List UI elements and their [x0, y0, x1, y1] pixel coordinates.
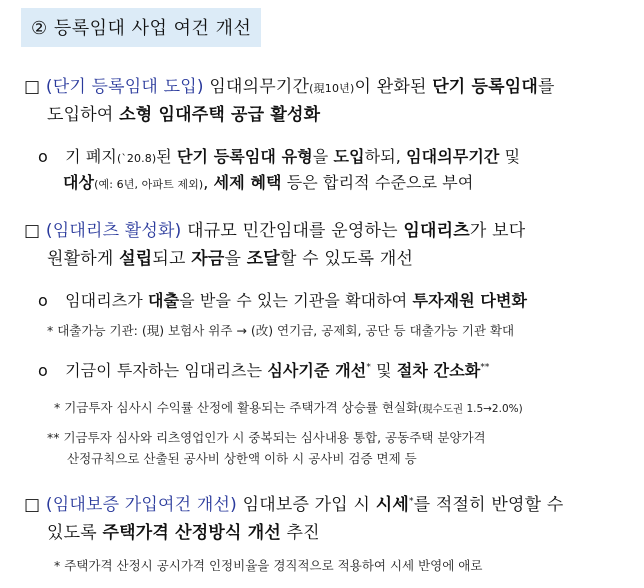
circle-bullet: o	[38, 361, 48, 380]
text: 를 적절히 반영할 수	[413, 495, 564, 515]
footnote-review-merge-line2	[67, 449, 417, 467]
bold-text: 단기 등록임대	[432, 77, 539, 97]
bold-text: 절차 간소화	[396, 361, 481, 380]
text: (現수도권 1.5→2.0%)	[418, 403, 523, 415]
text: 등은 합리적 수준으로 부여	[281, 173, 474, 192]
text: 임대의무기간	[203, 77, 310, 97]
square-bullet: □	[24, 495, 41, 515]
text: ** 기금투자 심사와 리츠영업인가 시 중복되는 심사내용 통합, 공동주택 분양가격	[47, 430, 486, 445]
text: 을	[224, 249, 247, 269]
paragraph-rental-short-term-line2	[47, 100, 320, 125]
topic-label: (단기 등록임대 도입)	[45, 77, 204, 97]
sub-item-loans	[38, 288, 527, 311]
topic-label: (임대보증 가입여건 개선)	[45, 495, 237, 515]
text: 있도록	[47, 523, 103, 543]
bold-text: 대상	[63, 173, 95, 192]
text: ,	[203, 173, 214, 192]
bold-text: 세제 혜택	[213, 173, 282, 192]
footnote-price-rate	[54, 398, 523, 416]
text: 를	[538, 77, 555, 97]
text: 도입하여	[47, 105, 120, 125]
text: (`20.8)	[116, 152, 157, 165]
footnote-market-price	[54, 556, 482, 574]
paragraph-rental-short-term	[24, 72, 555, 97]
bold-text: 주택가격 산정방식 개선	[102, 523, 281, 543]
sub-item-short-term	[38, 144, 520, 167]
bold-text: 대출	[148, 291, 180, 310]
bold-text: 투자재원 다변화	[412, 291, 528, 310]
text: 된	[156, 147, 177, 166]
sub-item-fund-review	[38, 358, 490, 381]
footnote-mark: **	[480, 362, 490, 373]
text: 추진	[280, 523, 320, 543]
square-bullet: □	[24, 77, 41, 97]
paragraph-rental-guarantee	[24, 490, 564, 515]
bold-text: 조달	[246, 249, 280, 269]
sub-item-short-term-line2	[63, 170, 473, 193]
circle-bullet: o	[38, 147, 48, 166]
text: * 대출가능 기관: (現) 보험사 위주 → (改) 연기금, 공제회, 공단 등 대출가능 기관 확대	[47, 323, 515, 338]
text: * 주택가격 산정시 공시가격 인정비율을 경직적으로 적용하여 시세 반영에 애로	[54, 558, 483, 573]
footnote-review-merge	[47, 428, 486, 446]
text: 되고	[152, 249, 192, 269]
bold-text: 단기 등록임대 유형	[176, 147, 313, 166]
text: 할 수 있도록 개선	[279, 249, 414, 269]
paragraph-rental-reits	[24, 216, 525, 241]
text: 임대보증 가입 시	[236, 495, 376, 515]
bold-text: 도입	[333, 147, 365, 166]
text: (예: 6년, 아파트 제외)	[94, 178, 204, 191]
bold-text: 심사기준 개선	[267, 361, 367, 380]
text: 가 보다	[469, 221, 526, 241]
footnote-loan-institutions	[47, 321, 514, 339]
bold-text: 설립	[119, 249, 153, 269]
text: 대규모 민간임대를 운영하는	[181, 221, 404, 241]
text: 기 폐지	[65, 147, 117, 166]
bold-text: 자금	[191, 249, 225, 269]
text: * 기금투자 심사시 수익률 산정에 활용되는 주택가격 상승률 현실화	[54, 400, 419, 415]
square-bullet: □	[24, 221, 41, 241]
paragraph-rental-reits-line2	[47, 244, 413, 269]
text: 기금이 투자하는 임대리츠는	[65, 361, 268, 380]
text: 이 완화된	[354, 77, 433, 97]
section-heading-text: ② 등록임대 사업 여건 개선	[31, 18, 252, 39]
footnote-mark: *	[409, 496, 414, 507]
bold-text: 임대의무기간	[406, 147, 500, 166]
bold-text: 소형 임대주택 공급 활성화	[119, 105, 321, 125]
paragraph-rental-guarantee-line2	[47, 518, 320, 543]
section-heading	[21, 8, 261, 47]
topic-label: (임대리츠 활성화)	[45, 221, 182, 241]
text: 을	[312, 147, 334, 166]
bold-text: 임대리츠	[403, 221, 470, 241]
text: 하되,	[364, 147, 407, 166]
text: 및	[370, 361, 397, 380]
footnote-mark: *	[366, 362, 371, 373]
text: 산정규칙으로 산출된 공사비 상한액 이하 시 공사비 검증 면제 등	[67, 451, 417, 466]
text: 및	[499, 147, 521, 166]
circle-bullet: o	[38, 291, 48, 310]
text: 을 받을 수 있는 기관을 확대하여	[179, 291, 413, 310]
text: 원활하게	[47, 249, 120, 269]
text: 임대리츠가	[65, 291, 149, 310]
text: (現10년)	[309, 82, 355, 95]
bold-text: 시세	[375, 495, 409, 515]
